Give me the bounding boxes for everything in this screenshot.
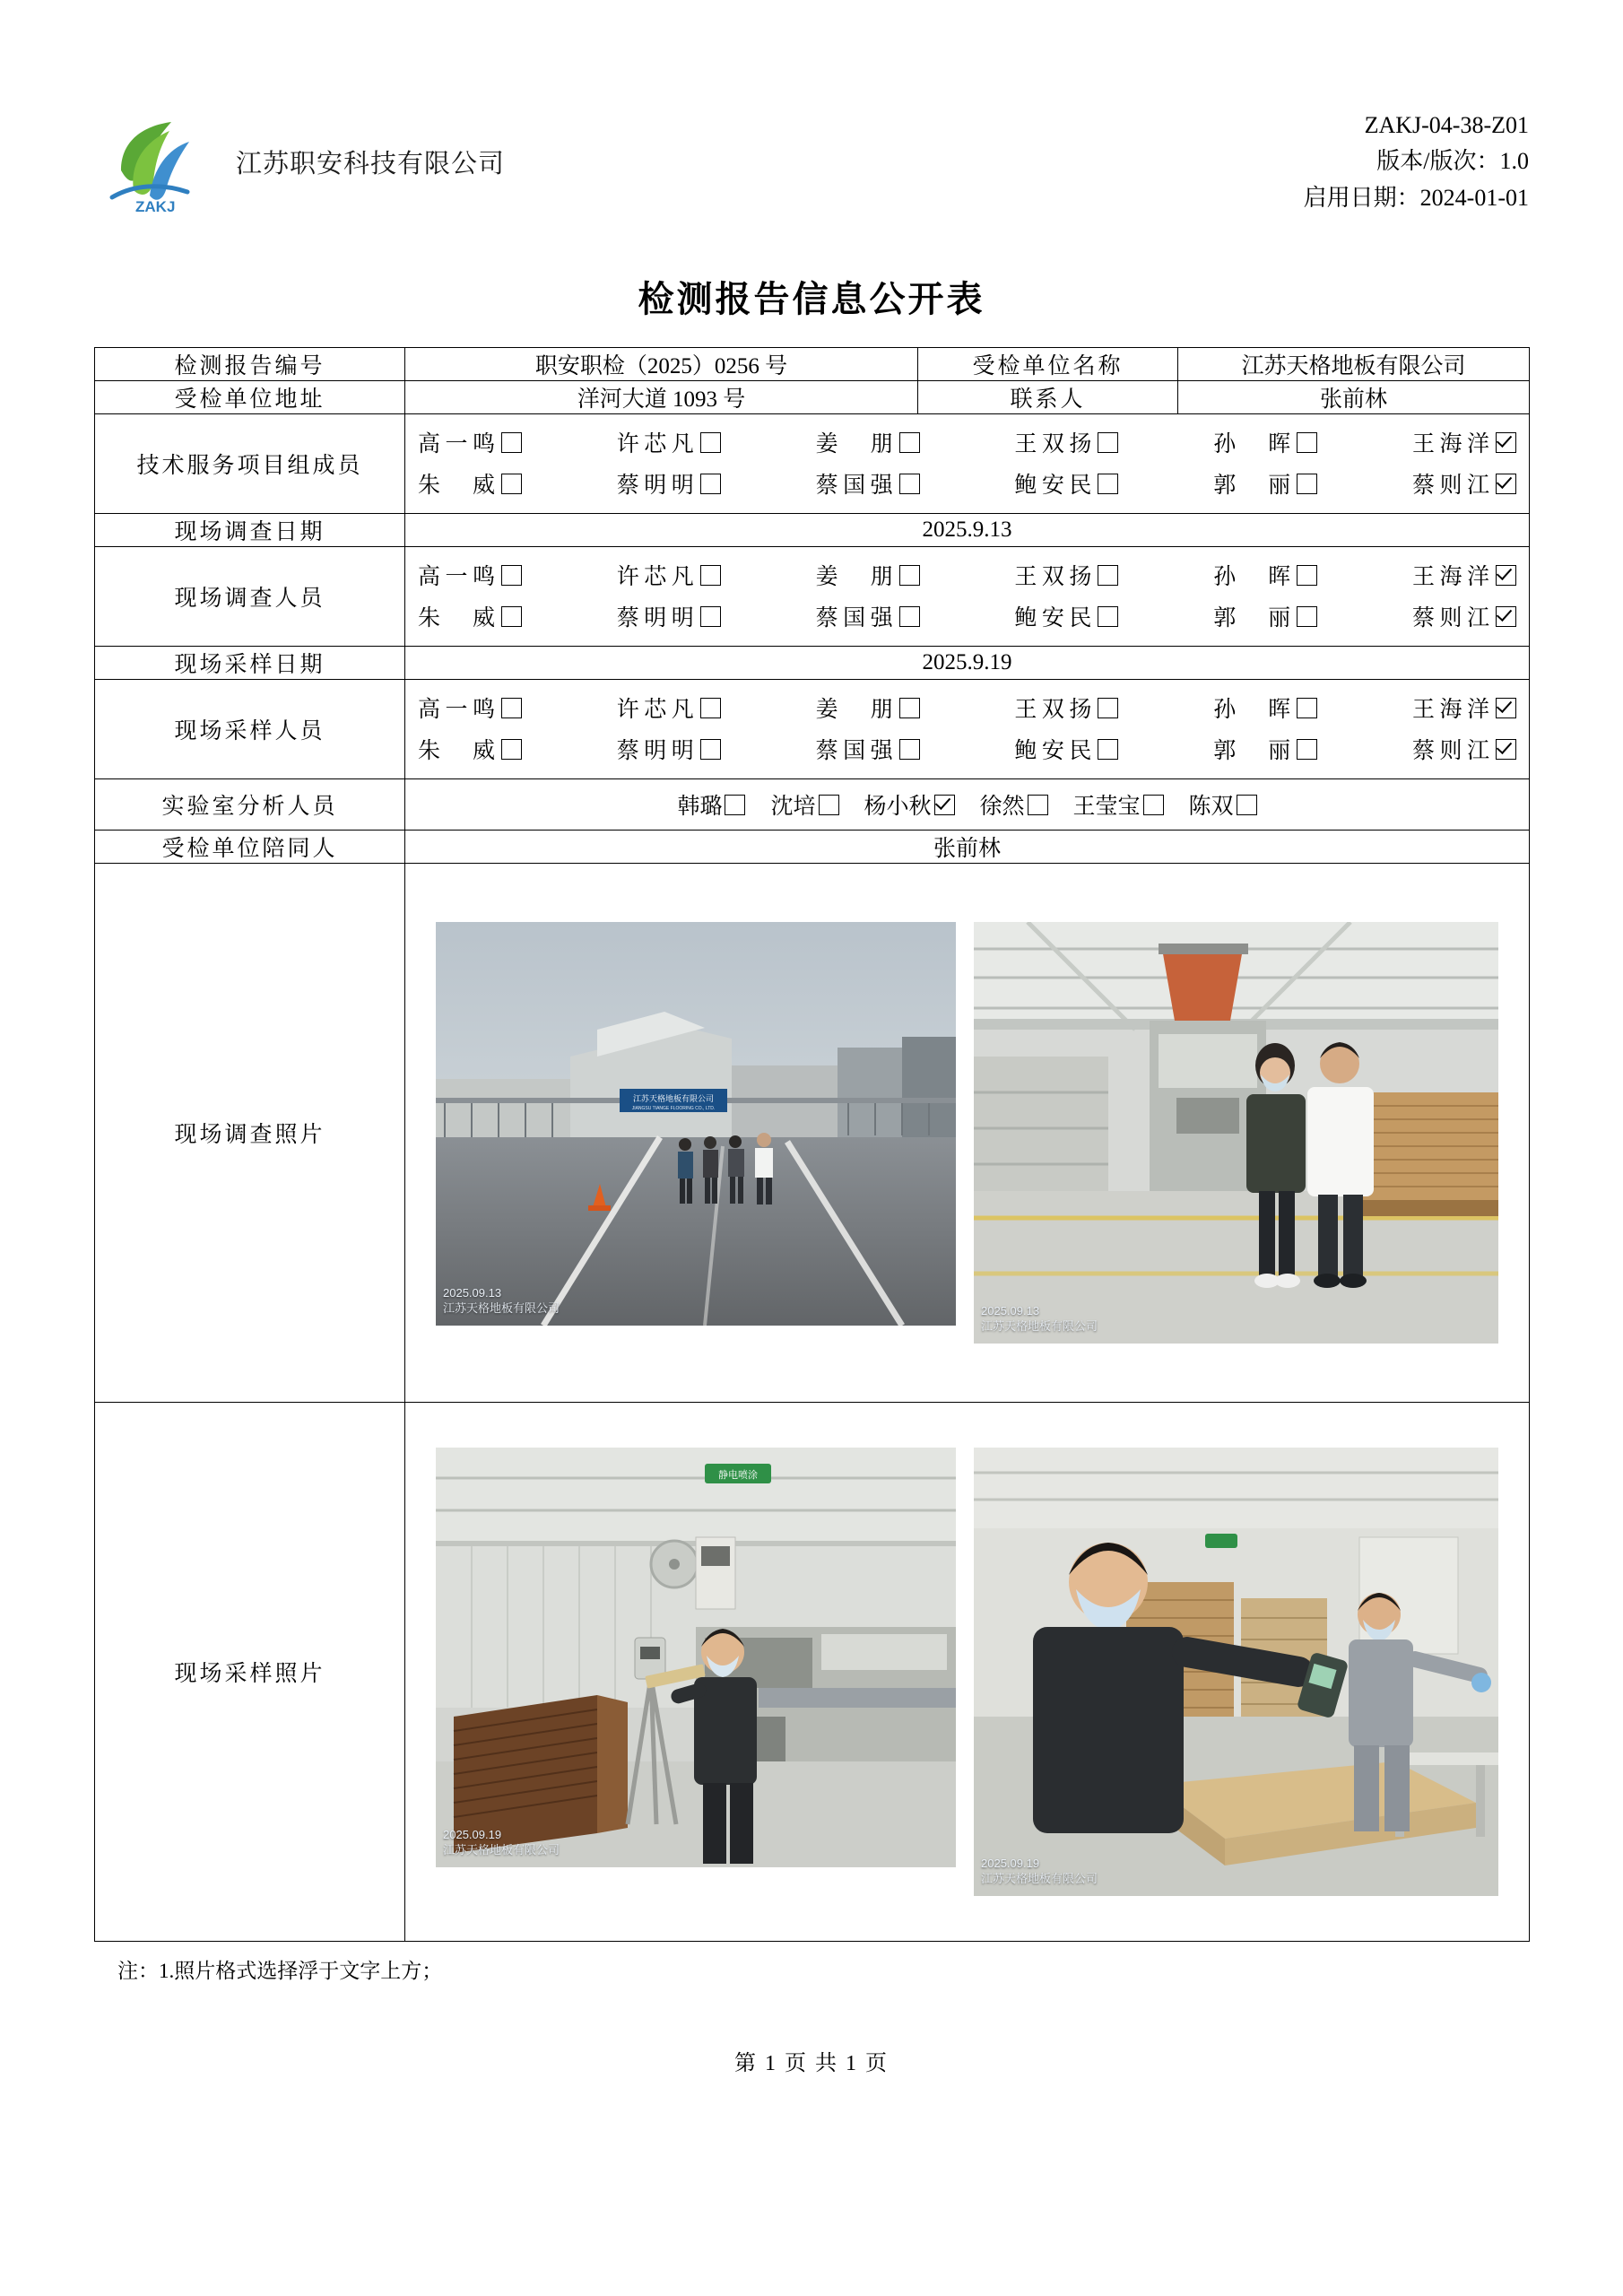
member-checkbox-item[interactable]: 姜 朋 [816, 559, 920, 591]
member-checkbox-item[interactable]: 高一鸣 [418, 559, 522, 591]
checkbox[interactable] [1028, 795, 1048, 815]
checkbox[interactable] [899, 432, 920, 453]
checkbox[interactable] [1297, 432, 1317, 453]
document-code: ZAKJ-04-38-Z01 [1364, 112, 1529, 138]
member-checkbox-item[interactable]: 蔡国强 [816, 467, 920, 500]
checkbox[interactable] [899, 739, 920, 760]
member-checkbox-item[interactable]: 姜 朋 [816, 691, 920, 724]
value-client-address: 洋河大道 1093 号 [405, 381, 918, 414]
checkbox[interactable] [700, 565, 721, 586]
label-sampling-staff: 现场采样人员 [95, 680, 405, 779]
checkbox[interactable] [725, 795, 745, 815]
page-title: 检测报告信息公开表 [638, 279, 985, 319]
table-row-survey-staff [95, 547, 1530, 647]
header-right [1304, 108, 1529, 216]
effective-date: 启用日期：2024-01-01 [1303, 184, 1529, 211]
member-checkbox-item[interactable]: 蔡明明 [617, 467, 721, 500]
value-client-name: 江苏天格地板有限公司 [1178, 348, 1530, 381]
photo-stamp-date: 2025.09.19 [443, 1827, 502, 1841]
member-checkbox-item[interactable]: 王海洋 [1412, 559, 1516, 591]
label-sampling-photos: 现场采样照片 [95, 1403, 405, 1942]
survey-photo-1 [436, 922, 956, 1326]
checkbox[interactable] [899, 565, 920, 586]
checkbox[interactable] [1098, 606, 1118, 627]
label-survey-photos: 现场调查照片 [95, 864, 405, 1403]
svg-text:江苏天格地板有限公司: 江苏天格地板有限公司 [633, 1094, 715, 1103]
checkbox[interactable] [1098, 698, 1118, 718]
member-checkbox-item[interactable]: 朱 威 [418, 733, 522, 765]
survey-staff-grid [405, 547, 1529, 646]
checkbox[interactable] [1297, 606, 1317, 627]
photo-stamp-date: 2025.09.13 [443, 1285, 502, 1300]
member-checkbox-item[interactable]: 郭 丽 [1213, 733, 1317, 765]
sampling-staff-grid [405, 680, 1529, 778]
label-client-address: 受检单位地址 [95, 381, 405, 414]
checkbox[interactable] [1237, 795, 1257, 815]
checkbox[interactable] [1297, 474, 1317, 494]
label-survey-date: 现场调查日期 [95, 514, 405, 547]
checkbox-checked[interactable] [1496, 565, 1516, 586]
label-lab-analysts: 实验室分析人员 [95, 779, 405, 831]
member-checkbox-item[interactable]: 许芯凡 [617, 426, 721, 458]
member-checkbox-item[interactable]: 蔡国强 [816, 733, 920, 765]
checkbox[interactable] [1297, 565, 1317, 586]
checkbox-checked[interactable] [1496, 698, 1516, 718]
member-checkbox-item[interactable]: 蔡明明 [617, 733, 721, 765]
table-row-sampling-photos [95, 1403, 1530, 1942]
cell-sampling-photos [405, 1403, 1530, 1942]
checkbox-checked[interactable] [1496, 606, 1516, 627]
svg-text:JIANGSU TIANGE FLOORING CO., L: JIANGSU TIANGE FLOORING CO., LTD. [631, 1106, 716, 1111]
value-report-no: 职安职检（2025）0256 号 [405, 348, 918, 381]
checkbox[interactable] [700, 474, 721, 494]
cell-lab-analysts [405, 779, 1530, 831]
team-member-grid [405, 414, 1529, 513]
label-sampling-date: 现场采样日期 [95, 647, 405, 680]
member-checkbox-item[interactable]: 朱 威 [418, 467, 522, 500]
photo-stamp [981, 1856, 1098, 1887]
table-row-survey-photos [95, 864, 1530, 1403]
label-client-name: 受检单位名称 [918, 348, 1178, 381]
member-checkbox-item[interactable]: 蔡明明 [617, 600, 721, 632]
member-checkbox-item[interactable]: 高一鸣 [418, 691, 522, 724]
document-header [94, 108, 1529, 233]
member-checkbox-item[interactable]: 蔡国强 [816, 600, 920, 632]
checkbox[interactable] [700, 698, 721, 718]
cell-team-members [405, 414, 1530, 514]
member-checkbox-item[interactable]: 蔡则江 [1412, 600, 1516, 632]
member-checkbox-item[interactable]: 郭 丽 [1213, 467, 1317, 500]
member-row [418, 422, 1516, 463]
cell-survey-photos [405, 864, 1530, 1403]
member-row [418, 463, 1516, 504]
company-logo [94, 108, 220, 215]
member-checkbox-item[interactable]: 许芯凡 [617, 691, 721, 724]
member-checkbox-item[interactable]: 王海洋 [1412, 691, 1516, 724]
checkbox[interactable] [501, 432, 522, 453]
svg-text:静电喷涂: 静电喷涂 [718, 1470, 759, 1481]
table-row-escort [95, 831, 1530, 864]
table-row-sampling-staff [95, 680, 1530, 779]
value-escort: 张前林 [405, 831, 1530, 864]
checkbox[interactable] [1297, 739, 1317, 760]
checkbox[interactable] [1143, 795, 1164, 815]
checkbox[interactable] [1098, 474, 1118, 494]
table-row-lab-analysts [95, 779, 1530, 831]
analyst-checkbox-item[interactable]: 韩璐 [677, 788, 745, 821]
photo-stamp [443, 1285, 560, 1317]
photo-stamp-name: 江苏天格地板有限公司 [981, 1872, 1098, 1886]
sampling-photo-group [405, 1448, 1529, 1896]
member-checkbox-item[interactable]: 蔡则江 [1412, 733, 1516, 765]
table-row-report-no [95, 348, 1530, 381]
checkbox[interactable] [501, 739, 522, 760]
member-checkbox-item[interactable]: 王双扬 [1014, 691, 1118, 724]
photo-stamp-date: 2025.09.19 [981, 1856, 1040, 1870]
member-checkbox-item[interactable]: 鲍安民 [1014, 467, 1118, 500]
label-escort: 受检单位陪同人 [95, 831, 405, 864]
label-report-no: 检测报告编号 [95, 348, 405, 381]
checkbox[interactable] [700, 606, 721, 627]
checkbox-checked[interactable] [1496, 432, 1516, 453]
checkbox[interactable] [501, 565, 522, 586]
checkbox[interactable] [1098, 432, 1118, 453]
checkbox[interactable] [700, 432, 721, 453]
member-checkbox-item[interactable]: 朱 威 [418, 600, 522, 632]
checkbox[interactable] [1098, 565, 1118, 586]
member-row [418, 728, 1516, 770]
photo-stamp [443, 1827, 560, 1858]
checkbox[interactable] [700, 739, 721, 760]
member-checkbox-item[interactable]: 蔡则江 [1412, 467, 1516, 500]
cell-survey-staff [405, 547, 1530, 647]
member-checkbox-item[interactable]: 孙 晖 [1213, 691, 1317, 724]
table-row-team [95, 414, 1530, 514]
member-checkbox-item[interactable]: 姜 朋 [816, 426, 920, 458]
table-row-survey-date [95, 514, 1530, 547]
value-survey-date: 2025.9.13 [405, 514, 1530, 547]
checkbox-checked[interactable] [934, 795, 955, 815]
survey-photo-group [405, 922, 1529, 1344]
checkbox[interactable] [899, 606, 920, 627]
analyst-checkbox-item[interactable]: 杨小秋 [864, 788, 955, 821]
checkbox[interactable] [501, 606, 522, 627]
analyst-checkbox-item[interactable]: 王莹宝 [1073, 788, 1164, 821]
member-checkbox-item[interactable]: 王海洋 [1412, 426, 1516, 458]
company-name: 江苏职安科技有限公司 [236, 149, 506, 178]
analyst-checkbox-item[interactable]: 陈双 [1189, 788, 1257, 821]
photo-stamp-name: 江苏天格地板有限公司 [443, 1843, 560, 1857]
member-checkbox-item[interactable]: 鲍安民 [1014, 600, 1118, 632]
analyst-checkbox-item[interactable]: 徐然 [980, 788, 1048, 821]
analyst-list [405, 779, 1529, 830]
checkbox[interactable] [899, 698, 920, 718]
label-team-members: 技术服务项目组成员 [95, 414, 405, 514]
checkbox[interactable] [1297, 698, 1317, 718]
member-checkbox-item[interactable]: 孙 晖 [1213, 559, 1317, 591]
info-table [94, 347, 1530, 1942]
member-checkbox-item[interactable]: 王双扬 [1014, 559, 1118, 591]
member-checkbox-item[interactable]: 孙 晖 [1213, 426, 1317, 458]
analyst-checkbox-item[interactable]: 沈培 [770, 788, 838, 821]
checkbox[interactable] [819, 795, 839, 815]
label-contact: 联系人 [918, 381, 1178, 414]
header-left [94, 108, 505, 215]
cell-sampling-staff [405, 680, 1530, 779]
checkbox-checked[interactable] [1496, 474, 1516, 494]
value-contact: 张前林 [1178, 381, 1530, 414]
photo-stamp [981, 1303, 1098, 1335]
photo-stamp-name: 江苏天格地板有限公司 [981, 1319, 1098, 1334]
member-row [418, 687, 1516, 728]
value-sampling-date: 2025.9.19 [405, 647, 1530, 680]
table-row-sampling-date [95, 647, 1530, 680]
survey-photo-2 [974, 922, 1498, 1344]
document-version: 版本/版次：1.0 [1376, 148, 1529, 175]
member-checkbox-item[interactable]: 许芯凡 [617, 559, 721, 591]
member-checkbox-item[interactable]: 高一鸣 [418, 426, 522, 458]
member-checkbox-item[interactable]: 王双扬 [1014, 426, 1118, 458]
checkbox-checked[interactable] [1496, 739, 1516, 760]
table-row-address [95, 381, 1530, 414]
logo-text: ZAKJ [135, 198, 176, 215]
member-row [418, 554, 1516, 596]
checkbox[interactable] [501, 698, 522, 718]
sampling-photo-2 [974, 1448, 1498, 1896]
notes: 注：1.照片格式选择浮于文字上方； [117, 1960, 443, 1982]
member-checkbox-item[interactable]: 鲍安民 [1014, 733, 1118, 765]
photo-stamp-date: 2025.09.13 [981, 1303, 1040, 1318]
page-footer: 第 1 页 共 1 页 [734, 2052, 889, 2075]
checkbox[interactable] [501, 474, 522, 494]
checkbox[interactable] [1098, 739, 1118, 760]
checkbox[interactable] [899, 474, 920, 494]
member-row [418, 596, 1516, 637]
photo-stamp-name: 江苏天格地板有限公司 [443, 1301, 560, 1316]
label-survey-staff: 现场调查人员 [95, 547, 405, 647]
sampling-photo-1 [436, 1448, 956, 1867]
member-checkbox-item[interactable]: 郭 丽 [1213, 600, 1317, 632]
